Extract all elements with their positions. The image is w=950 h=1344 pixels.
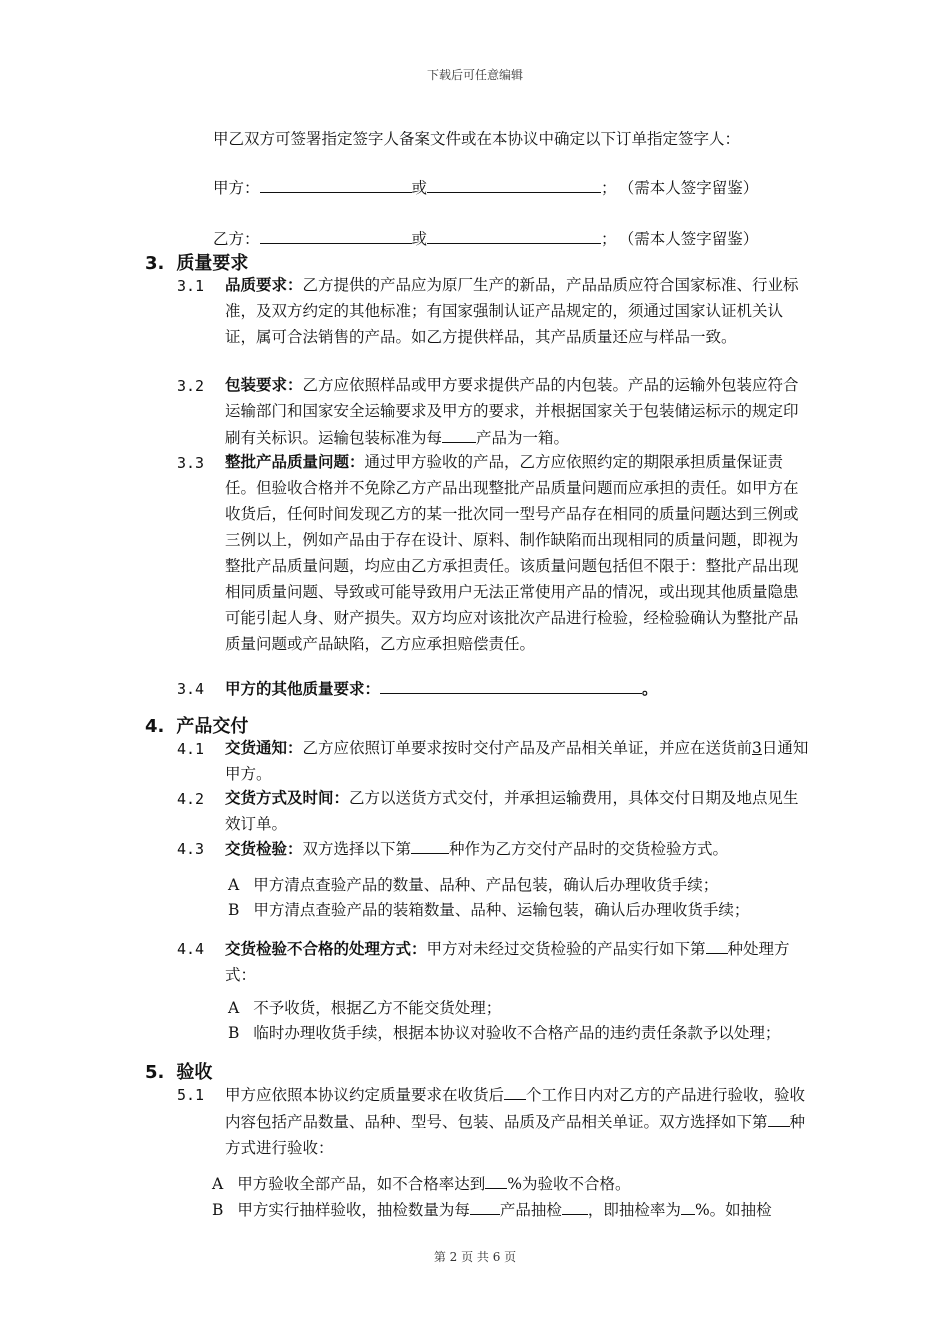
handling-method-blank[interactable]	[706, 935, 728, 954]
clause-3-1	[225, 272, 810, 350]
clause-label: 交货检验：	[225, 839, 303, 858]
clause-label: 品质要求：	[225, 275, 303, 294]
clause-text: 乙方应依照样品或甲方要求提供产品的内包装。产品的运输外包装应符合运输部门和国家安全运输要求及甲方的要求，并根据国家关于包装储运标示的规定印刷有关标识。运输包装标准为每	[225, 376, 799, 447]
clause-text-end: 种方式进行验收：	[225, 1113, 806, 1157]
clause-label: 包装要求：	[225, 375, 303, 394]
option-text: 甲方实行抽样验收，抽检数量为每	[237, 1201, 470, 1219]
option-letter: B	[228, 1024, 240, 1042]
or-label: 或	[411, 179, 428, 197]
clause-number: 5.1	[177, 1086, 205, 1104]
party-a-signer-blank[interactable]	[260, 174, 412, 193]
clause-number: 3.2	[177, 377, 205, 395]
option-5-1-a	[212, 1170, 630, 1197]
clause-text-end: 日通知甲方。	[225, 739, 809, 783]
party-b-label: 乙方：	[213, 230, 260, 248]
semicolon: ；	[601, 179, 617, 197]
option-text: 甲方清点查验产品的数量、品种、产品包装，确认后办理收货手续；	[253, 876, 719, 894]
option-4-4-b	[228, 1020, 780, 1046]
section-number: 3.	[145, 253, 165, 274]
option-4-3-a	[228, 872, 718, 898]
party-b-alt-signer-blank[interactable]	[427, 225, 601, 244]
clause-text: 双方选择以下第	[302, 840, 412, 858]
clause-number: 4.4	[177, 940, 205, 958]
signer-row-a	[213, 174, 758, 201]
clause-number: 3.4	[177, 680, 205, 698]
clause-label: 交货方式及时间：	[225, 788, 350, 807]
option-letter: A	[228, 876, 240, 894]
section-number: 5.	[145, 1062, 165, 1083]
acceptance-method-blank[interactable]	[768, 1108, 790, 1127]
clause-text: 乙方提供的产品应为原厂生产的新品，产品品质应符合国家标准、行业标准，及双方约定的其他标准；有国家强制认证产品规定的，须通过国家认证机关认证，属可合法销售的产品。如乙方提供样品，其产品质量还应与样品一致。	[225, 276, 799, 346]
option-letter: A	[228, 999, 240, 1017]
semicolon: ；	[601, 230, 617, 248]
party-b-signer-blank[interactable]	[260, 225, 412, 244]
notice-days: 3	[752, 739, 762, 757]
or-label: 或	[411, 230, 428, 248]
clause-text-end: 产品为一箱。	[476, 429, 570, 447]
clause-text: 甲方应依照本协议约定质量要求在收货后	[225, 1086, 505, 1104]
clause-text-mid: 个工作日内对乙方的产品进行验收，验收内容包括产品数量、品种、型号、包装、品质及产品相关单证。双方选择如下第	[225, 1086, 806, 1131]
clause-4-4	[225, 935, 810, 988]
clause-text: 乙方应依照订单要求按时交付产品及产品相关单证，并应在送货前	[302, 739, 753, 757]
signature-note: （需本人签字留鉴）	[626, 230, 759, 248]
intro-text: 甲乙双方可签署指定签字人备案文件或在本协议中确定以下订单指定签字人：	[213, 130, 741, 148]
page-footer: 第 2 页 共 6 页	[433, 1250, 517, 1264]
clause-3-4	[225, 675, 658, 702]
clause-label: 交货检验不合格的处理方式：	[225, 939, 427, 958]
party-a-alt-signer-blank[interactable]	[427, 174, 601, 193]
other-quality-blank[interactable]	[380, 675, 642, 694]
clause-number: 4.3	[177, 840, 205, 858]
section-title: 质量要求	[176, 253, 249, 274]
party-a-label: 甲方：	[213, 179, 260, 197]
option-4-3-b	[228, 897, 749, 923]
clause-4-2	[225, 785, 810, 837]
clause-number: 3.1	[177, 277, 205, 295]
sample-rate-blank[interactable]	[681, 1196, 695, 1215]
clause-label: 甲方的其他质量要求：	[225, 679, 381, 698]
clause-text-end: 种作为乙方交付产品时的交货检验方式。	[449, 840, 729, 858]
clause-number: 3.3	[177, 454, 205, 472]
option-4-4-a	[228, 995, 501, 1021]
clause-number: 4.2	[177, 790, 205, 808]
option-5-1-b	[212, 1196, 772, 1223]
signer-row-b	[213, 225, 758, 252]
clause-text: 乙方以送货方式交付，并承担运输费用，具体交付日期及地点见生效订单。	[225, 789, 799, 833]
section-5-heading	[145, 1058, 212, 1084]
clause-4-3	[225, 835, 728, 862]
clause-3-2	[225, 372, 810, 451]
option-text-2: 产品抽检	[499, 1201, 562, 1219]
option-letter: B	[228, 901, 240, 919]
option-text-3: ，即抽检率为	[587, 1201, 681, 1219]
option-text: 不予收货，根据乙方不能交货处理；	[253, 999, 502, 1017]
clause-label: 交货通知：	[225, 738, 303, 757]
option-text: 甲方验收全部产品，如不合格率达到	[237, 1175, 486, 1193]
option-text-4: %。如抽检	[694, 1201, 772, 1219]
inspection-method-blank[interactable]	[411, 835, 449, 854]
clause-number: 4.1	[177, 740, 205, 758]
signature-note: （需本人签字留鉴）	[626, 179, 759, 197]
sample-unit-blank[interactable]	[470, 1196, 500, 1215]
clause-text-end: 种处理方式：	[225, 940, 790, 984]
clause-3-3	[225, 449, 810, 657]
option-text: 临时办理收货手续，根据本协议对验收不合格产品的违约责任条款予以处理；	[253, 1024, 781, 1042]
clause-text: 甲方对未经过交货检验的产品实行如下第	[426, 940, 706, 958]
clause-end: 。	[642, 679, 658, 698]
section-number: 4.	[145, 716, 165, 737]
clause-label: 整批产品质量问题：	[225, 452, 365, 471]
option-text-end: %为验收不合格。	[507, 1175, 631, 1193]
clause-5-1	[225, 1081, 810, 1161]
sample-count-blank[interactable]	[562, 1196, 588, 1215]
section-title: 产品交付	[176, 716, 249, 737]
section-title: 验收	[176, 1062, 213, 1083]
option-letter: A	[212, 1175, 224, 1193]
working-days-blank[interactable]	[504, 1081, 526, 1100]
option-text: 甲方清点查验产品的装箱数量、品种、运输包装，确认后办理收货手续；	[253, 901, 750, 919]
clause-4-1	[225, 735, 810, 787]
page-header: 下载后可任意编辑	[426, 68, 523, 82]
box-quantity-blank[interactable]	[442, 424, 476, 443]
clause-text: 通过甲方验收的产品，乙方应依照约定的期限承担质量保证责任。但验收合格并不免除乙方产品出现整批产品质量问题而应承担的责任。如甲方在收货后，任何时间发现乙方的某一批次同一型号产品存在相同的质量问题达到三例或三例以上，例如产品由于存在设计、原料、制作缺陷而出现相同的质量问题，即视为整批产品质量问题，均应由乙方承担责任。该质量问题包括但不限于：整批产品出现相同质量问题、导致或可能导致用户无法正常使用产品的情况，或出现其他质量隐患可能引起人身、财产损失。双方均应对该批次产品进行检验，经检验确认为整批产品质量问题或产品缺陷，乙方应承担赔偿责任。	[225, 453, 799, 653]
defect-rate-blank[interactable]	[485, 1170, 507, 1189]
option-letter: B	[212, 1201, 224, 1219]
